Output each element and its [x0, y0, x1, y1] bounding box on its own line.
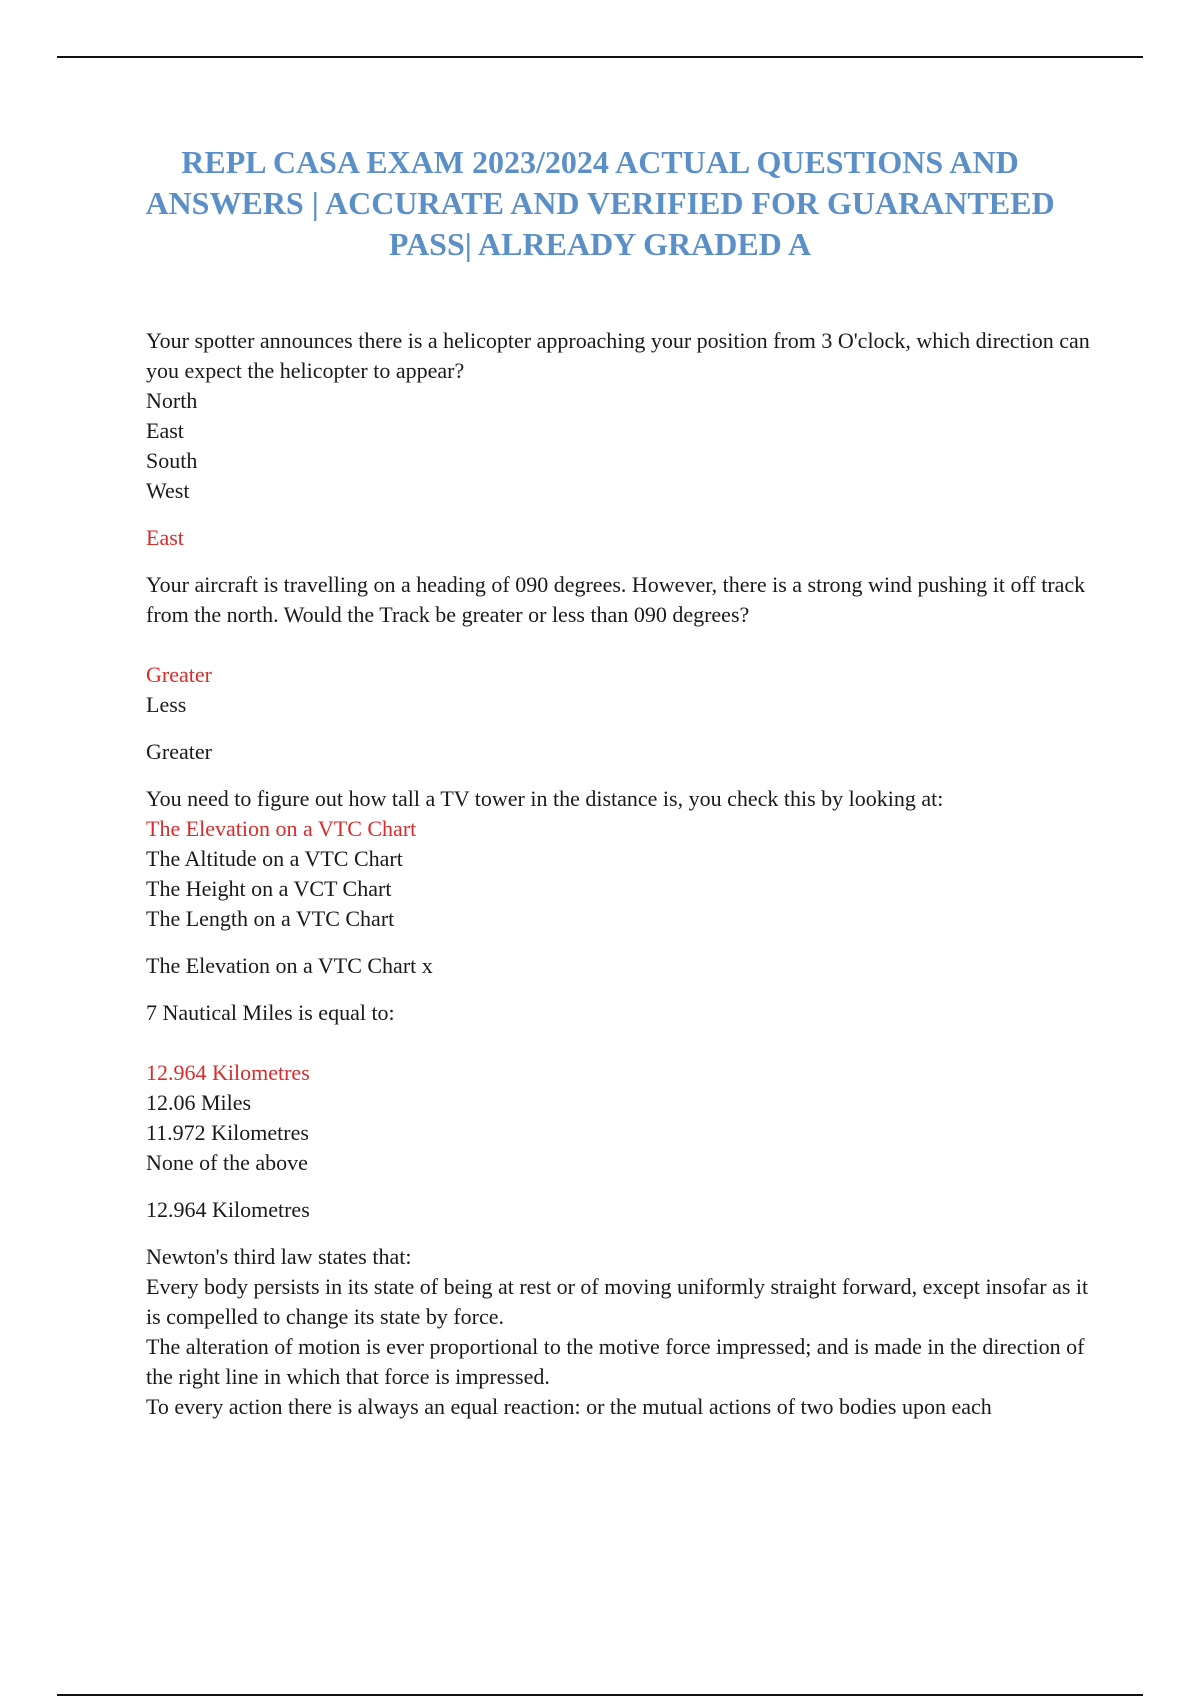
title-line: PASS| ALREADY GRADED A — [388, 226, 812, 262]
option: East — [146, 418, 184, 443]
option-correct: The Elevation on a VTC Chart — [146, 816, 417, 841]
option: None of the above — [146, 1150, 308, 1175]
document-title — [100, 142, 1100, 265]
question-text: Your spotter announces there is a helicopter approaching your position from 3 O'clock, which direction can you expect the helicopter to appear? — [146, 328, 1090, 383]
question-1 — [146, 326, 1106, 553]
option: The Height on a VCT Chart — [146, 876, 392, 901]
option: The Altitude on a VTC Chart — [146, 846, 403, 871]
question-text: You need to figure out how tall a TV tower in the distance is, you check this by looking at: — [146, 786, 944, 811]
option: South — [146, 448, 198, 473]
option: Every body persists in its state of being at rest or of moving uniformly straight forward, except insofar as it is compelled to change its state by force. — [146, 1274, 1089, 1329]
option-correct: Greater — [146, 662, 212, 687]
option: 12.06 Miles — [146, 1090, 252, 1115]
option: Less — [146, 692, 187, 717]
question-4 — [146, 998, 1106, 1225]
bottom-rule — [57, 1694, 1143, 1696]
option: The Length on a VTC Chart — [146, 906, 395, 931]
question-5 — [146, 1242, 1106, 1422]
option: To every action there is always an equal reaction: or the mutual actions of two bodies upon each — [146, 1394, 992, 1419]
question-2 — [146, 570, 1106, 767]
question-text: 7 Nautical Miles is equal to: — [146, 1000, 395, 1025]
title-line: ANSWERS | ACCURATE AND VERIFIED FOR GUARANTEED — [145, 185, 1055, 221]
answer: Greater — [146, 739, 212, 764]
option-correct: 12.964 Kilometres — [146, 1060, 310, 1085]
top-rule — [57, 56, 1143, 58]
option: 11.972 Kilometres — [146, 1120, 309, 1145]
title-line: REPL CASA EXAM 2023/2024 ACTUAL QUESTIONS AND — [181, 144, 1019, 180]
answer: The Elevation on a VTC Chart x — [146, 953, 433, 978]
question-text: Your aircraft is travelling on a heading of 090 degrees. However, there is a strong wind pushing it off track from the north. Would the Track be greater or less than 090 degrees? — [146, 572, 1086, 627]
answer: 12.964 Kilometres — [146, 1197, 310, 1222]
question-3 — [146, 784, 1106, 981]
option: North — [146, 388, 198, 413]
option: West — [146, 478, 190, 503]
document-body — [146, 326, 1106, 1422]
answer: East — [146, 525, 184, 550]
question-text: Newton's third law states that: — [146, 1244, 412, 1269]
option: The alteration of motion is ever proportional to the motive force impressed; and is made in the direction of the right line in which that force is impressed. — [146, 1334, 1085, 1389]
